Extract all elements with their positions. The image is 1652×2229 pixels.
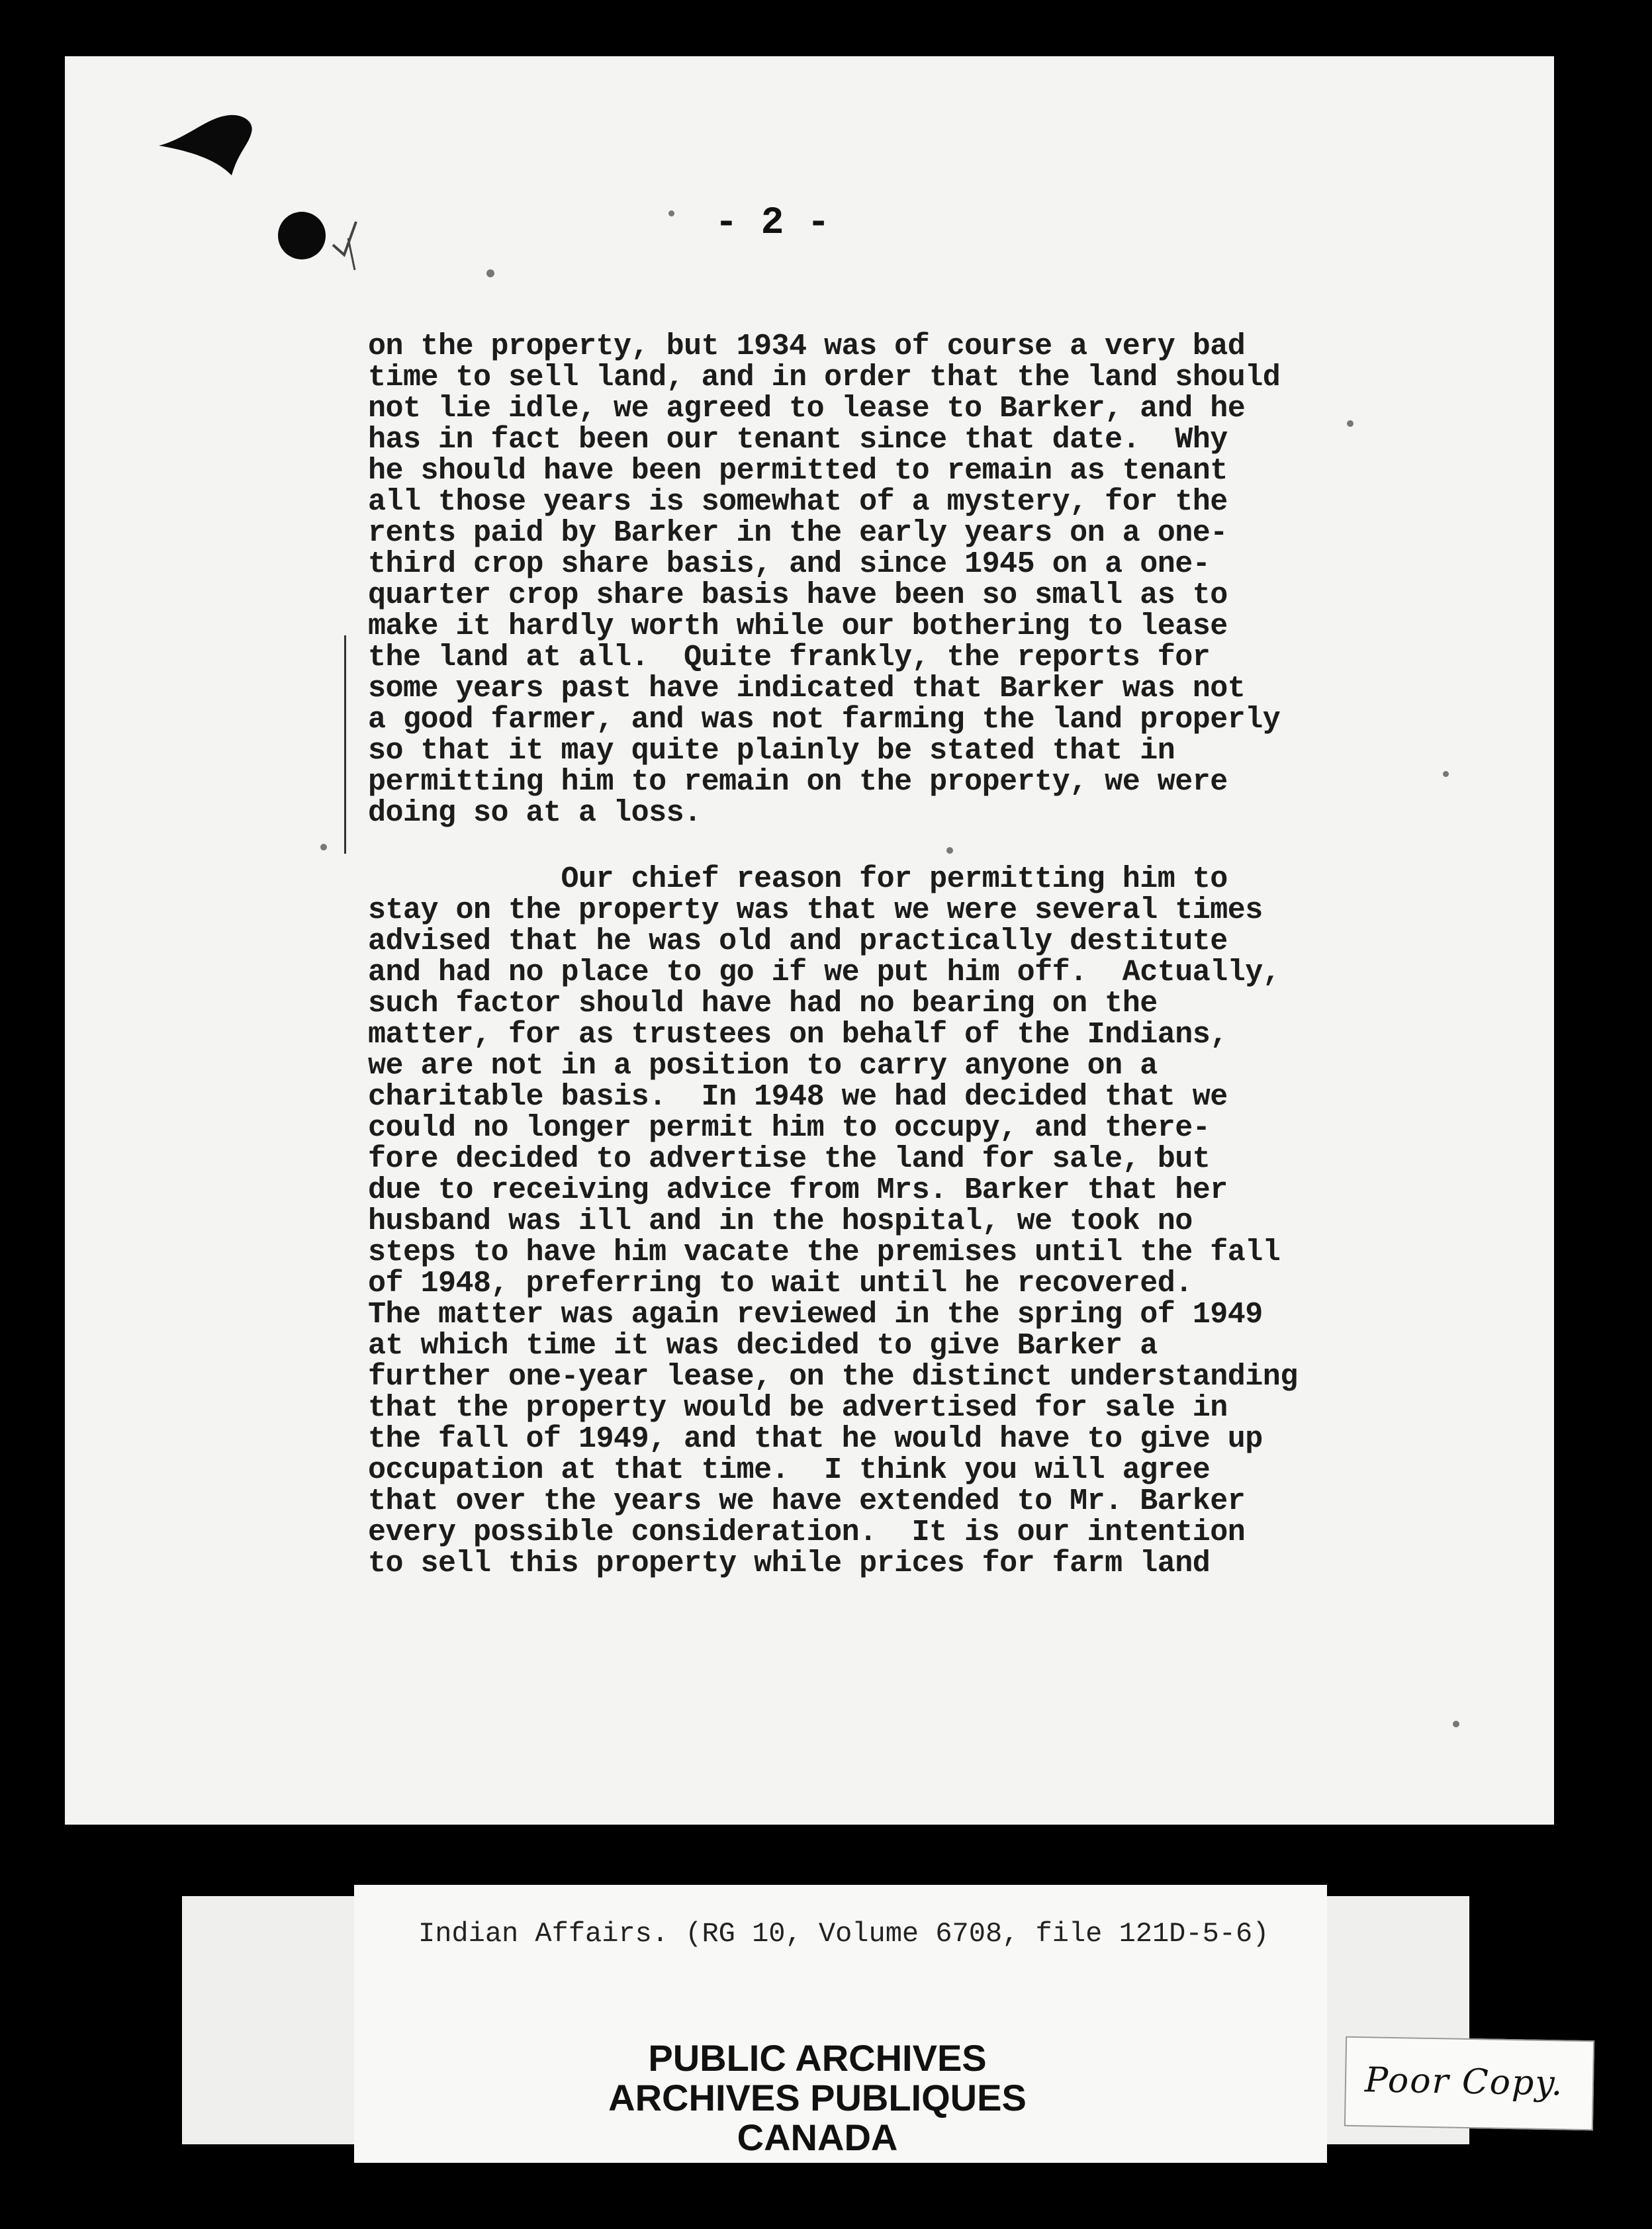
text-line: could no longer permit him to occupy, and there- <box>368 1111 1211 1145</box>
text-line: steps to have him vacate the premises until the fall <box>368 1236 1281 1269</box>
text-line: to sell this property while prices for farm land <box>368 1547 1211 1580</box>
text-line: occupation at that time. I think you will agree <box>368 1453 1211 1487</box>
text-line: further one-year lease, on the distinct understanding <box>368 1360 1298 1394</box>
text-line: permitting him to remain on the property, we were <box>368 765 1228 799</box>
text-line: The matter was again reviewed in the spring of 1949 <box>368 1298 1263 1332</box>
text-line: fore decided to advertise the land for sale, but <box>368 1142 1211 1176</box>
margin-line <box>344 635 346 854</box>
text-line: the fall of 1949, and that he would have to give up <box>368 1422 1263 1456</box>
text-line: stay on the property was that we were several times <box>368 893 1263 927</box>
speck <box>1453 1721 1459 1727</box>
speck <box>320 844 327 850</box>
paragraph-2 <box>368 864 1298 1579</box>
poor-copy-stamp <box>1344 2036 1594 2131</box>
text-line: every possible consideration. It is our intention <box>368 1516 1246 1549</box>
text-line: quarter crop share basis have been so small as to <box>368 578 1228 612</box>
text-line: all those years is somewhat of a mystery, for the <box>368 485 1228 519</box>
archive-country: CANADA <box>737 2116 898 2158</box>
text-line: some years past have indicated that Barker was not <box>368 672 1246 705</box>
text-line: rents paid by Barker in the early years on a one- <box>368 516 1228 550</box>
text-line: third crop share basis, and since 1945 on a one- <box>368 547 1211 581</box>
text-line: that over the years we have extended to Mr. Barker <box>368 1484 1246 1518</box>
text-line: due to receiving advice from Mrs. Barker that her <box>368 1173 1228 1207</box>
text-line: and had no place to go if we put him off. Actually, <box>368 956 1281 989</box>
text-line: doing so at a loss. <box>368 796 702 830</box>
text-line: that the property would be advertised for sale in <box>368 1391 1228 1425</box>
archive-name-fr: ARCHIVES PUBLIQUES <box>608 2077 1027 2118</box>
archive-reference: Indian Affairs. (RG 10, Volume 6708, file 121D-5-6) <box>418 1918 1269 1950</box>
text-line: Our chief reason for permitting him to <box>368 862 1228 896</box>
speck <box>668 210 674 216</box>
text-line: make it hardly worth while our bothering to lease <box>368 610 1228 643</box>
poor-copy-label: Poor Copy. <box>1364 2060 1564 2104</box>
text-line: time to sell land, and in order that the land should <box>368 361 1281 394</box>
text-line: advised that he was old and practically destitute <box>368 925 1228 958</box>
text-line: a good farmer, and was not farming the land properly <box>368 703 1281 737</box>
speck <box>1443 771 1449 777</box>
text-line: not lie idle, we agreed to lease to Barker, and he <box>368 392 1246 426</box>
speck <box>1347 420 1354 427</box>
text-line: we are not in a position to carry anyone on a <box>368 1049 1158 1083</box>
archive-name-en: PUBLIC ARCHIVES <box>648 2037 987 2079</box>
text-line: has in fact been our tenant since that date. Why <box>368 423 1228 457</box>
arrow-mark-icon <box>159 113 258 179</box>
speck <box>946 847 953 854</box>
text-line: husband was ill and in the hospital, we took no <box>368 1205 1193 1238</box>
paragraph-1 <box>368 331 1280 829</box>
text-line: matter, for as trustees on behalf of the Indians, <box>368 1018 1228 1052</box>
speck <box>486 269 494 277</box>
text-line: at which time it was decided to give Barker a <box>368 1329 1158 1363</box>
text-line: on the property, but 1934 was of course a very bad <box>368 330 1246 363</box>
hole-punch-mark <box>278 212 326 259</box>
text-line: charitable basis. In 1948 we had decided that we <box>368 1080 1228 1114</box>
text-line: so that it may quite plainly be stated that in <box>368 734 1175 768</box>
text-line: of 1948, preferring to wait until he recovered. <box>368 1267 1193 1300</box>
text-line: he should have been permitted to remain as tenant <box>368 454 1228 488</box>
check-mark-icon <box>330 218 369 271</box>
page-number: - 2 - <box>715 202 831 245</box>
text-line: such factor should have had no bearing on the <box>368 987 1158 1021</box>
text-line: the land at all. Quite frankly, the reports for <box>368 641 1211 674</box>
